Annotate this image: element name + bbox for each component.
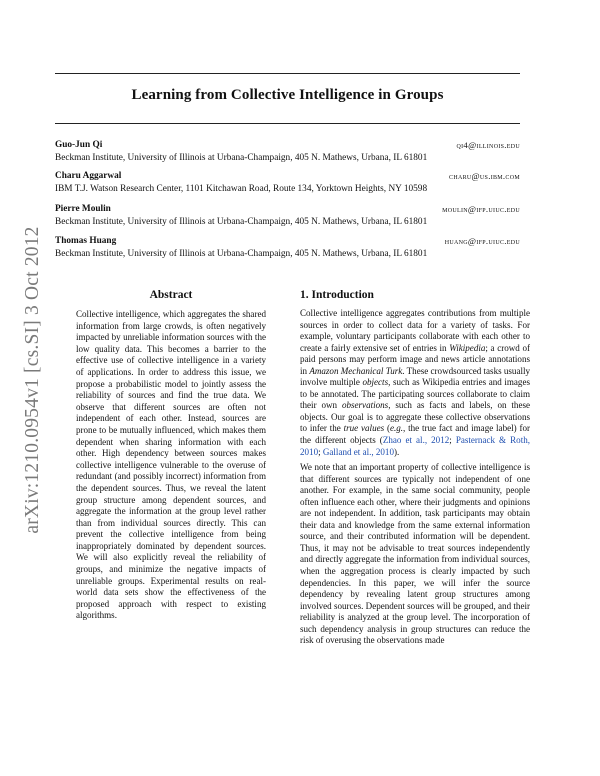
paper-title: Learning from Collective Intelligence in Groups [131, 87, 444, 103]
author-email[interactable]: huang@ifp.uiuc.edu [444, 236, 520, 246]
text-run: ; [318, 446, 323, 457]
text-run: ; a crowd of paid persons may perform image and news article annotations in [300, 342, 530, 376]
emphasis: Amazon Mechanical Turk [309, 365, 403, 376]
section-heading: 1. Introduction [300, 289, 374, 301]
citation-link[interactable]: Zhao et al., 2012 [382, 435, 450, 446]
author-affiliation: Beckman Institute, University of Illinois at Urbana-Champaign, 405 N. Mathews, Urbana, IL 61801 [55, 217, 428, 227]
emphasis: objects [362, 377, 389, 388]
author-affiliation: Beckman Institute, University of Illinois at Urbana-Champaign, 405 N. Mathews, Urbana, IL 61801 [55, 249, 428, 259]
arxiv-stamp [18, 210, 48, 550]
text-run: . These crowdsourced tasks usually involve multiple [300, 365, 531, 388]
emphasis: e.g. [389, 423, 404, 434]
author-email[interactable]: qi4@illinois.edu [456, 140, 520, 150]
author-name: Thomas Huang [55, 236, 117, 246]
text-run: ; [449, 435, 456, 446]
author-email[interactable]: moulin@ifp.uiuc.edu [442, 204, 520, 214]
paragraph: We note that an important property of collective intelligence is that different sources are typically not independent of one another. For example, in the same social community, people often influence each other, where their judgments and opinions are not independent. In addition, task participants may obtain their data and knowledge from the same external information source, and their contributed information will be dependent. Thus, it may not be advisable to treat sources independently and directly aggregate the information from individual sources, when the aggregation process is clearly impacted by such dependencies. In this paper, we will infer the source dependency by revealing latent group structures among involved sources. Dependent sources will be grouped, and their reliability is analyzed at the group level. The incorporation of such dependency analysis in group structures can reduce the risk of overusing the observations made [300, 462, 530, 646]
author-name: Charu Aggarwal [55, 171, 122, 181]
title-rule-top [55, 73, 520, 74]
title-rule-bottom [55, 123, 520, 124]
text-run: ( [384, 423, 390, 434]
arxiv-id: arXiv:1210.0954v1 [cs.SI] 3 Oct 2012 [22, 226, 43, 534]
section-body [300, 308, 530, 647]
emphasis: true values [343, 423, 385, 434]
emphasis: observations [341, 400, 389, 411]
abstract-text: Collective intelligence, which aggregates the shared information from large crowds, is often negatively impacted by unreliable information sources with the low quality data. This becomes a barrier to the effective use of collective intelligence in a variety of applications. In order to address this issue, we propose a probabilistic model to jointly assess the reliability of sources and find the true data. We observe that different sources are often not independent of each other. Instead, sources are prone to be mutually influenced, which makes them dependent when sharing information with each other. High dependency between sources makes collective intelligence vulnerable to the overuse of redundant (and possibly incorrect) information from the dependent sources. Thus, we reveal the latent group structure among dependent sources, and aggregate the information at the group level rather than from individual sources directly. This can prevent the collective intelligence from being inappropriately dominated by dependent sources. We will also explicitly reveal the reliability of groups, and minimize the negative impacts of unreliable groups. Experimental results on real-world data sets show the effectiveness of the proposed approach with respect to existing algorithms. [76, 309, 266, 621]
author-affiliation: Beckman Institute, University of Illinois at Urbana-Champaign, 405 N. Mathews, Urbana, IL 61801 [55, 153, 428, 163]
paragraph [300, 308, 530, 458]
text-run: ). [393, 446, 400, 457]
text-run: Collective intelligence aggregates contributions from multiple sources in order to collect data for a variety of tasks. For example, voluntary participants collaborate with each other to create a fairly extensive set of entries in [300, 308, 530, 353]
author-name: Pierre Moulin [55, 204, 111, 214]
author-name: Guo-Jun Qi [55, 140, 103, 150]
text-run: , the true fact and image label) for the different objects ( [300, 423, 531, 446]
abstract-heading: Abstract [149, 289, 193, 301]
emphasis: Wikipedia [449, 342, 486, 353]
citation-link[interactable]: Pasternack & Roth, 2010 [300, 435, 530, 457]
citation-link[interactable]: Galland et al., 2010 [322, 446, 394, 457]
text-run: , such as Wikipedia entries and images to be annotated. The participating sources collaborate to claim their own [300, 377, 530, 411]
author-email[interactable]: charu@us.ibm.com [449, 171, 520, 181]
author-affiliation: IBM T.J. Watson Research Center, 1101 Kitchawan Road, Route 134, Yorktown Heights, NY 10598 [55, 184, 428, 194]
text-run: , such as facts and labels, on these objects. Our goal is to aggregate these collective observations to infer the [300, 400, 530, 434]
